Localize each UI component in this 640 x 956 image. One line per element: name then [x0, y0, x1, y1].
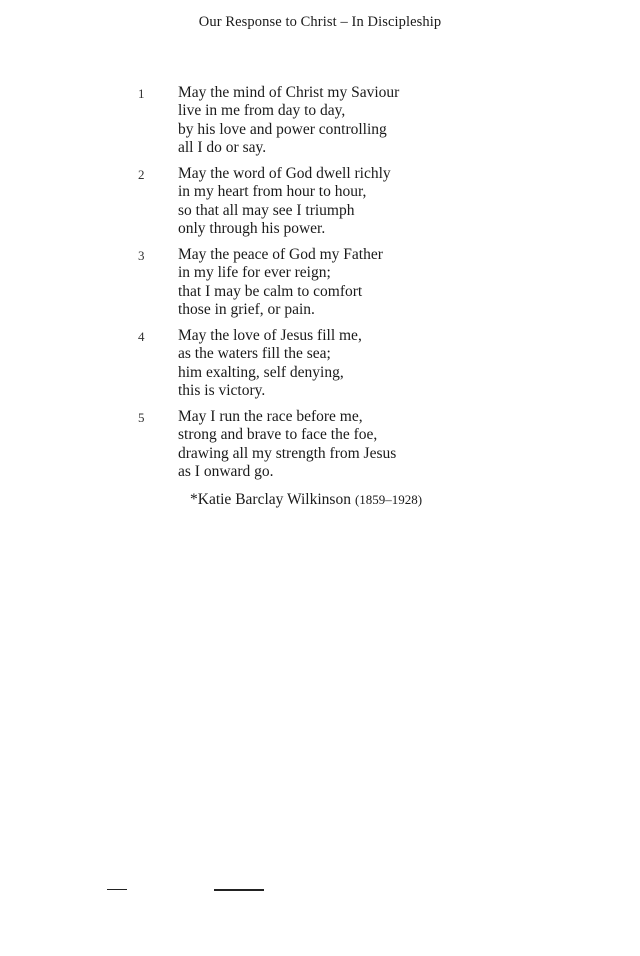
- verse-line: as I onward go.: [178, 462, 274, 480]
- verse-line: by his love and power controlling: [178, 120, 387, 138]
- verse-line: May the peace of God my Father: [178, 246, 383, 263]
- verse-line: that I may be calm to comfort: [178, 282, 363, 300]
- verse-line: strong and brave to face the foe,: [178, 426, 378, 444]
- verse-line: so that all may see I triumph: [178, 201, 355, 219]
- verse-line: May I run the race before me,: [178, 408, 363, 425]
- verse-number: 4: [138, 329, 145, 344]
- verse-lines: [178, 408, 396, 481]
- verse-line: only through his power.: [178, 219, 326, 237]
- attribution: [190, 491, 422, 509]
- verse-line: all I do or say.: [178, 138, 267, 156]
- verse-1: [0, 84, 640, 156]
- verse-5: [0, 408, 640, 480]
- verse-line: May the love of Jesus fill me,: [178, 327, 362, 344]
- author-dates: (1859–1928): [354, 492, 423, 507]
- verse-line: live in me from day to day,: [178, 102, 346, 120]
- verse-line: those in grief, or pain.: [178, 300, 315, 318]
- author-name: *Katie Barclay Wilkinson: [190, 491, 351, 508]
- footer-rule-left: [107, 889, 127, 890]
- verse-number: 1: [138, 86, 145, 101]
- verse-lines: [178, 327, 362, 400]
- verse-line: drawing all my strength from Jesus: [178, 444, 397, 462]
- verse-number: 5: [138, 410, 145, 425]
- verse-lines: [178, 84, 399, 157]
- verse-line: as the waters fill the sea;: [178, 345, 331, 363]
- footer-rule-right: [214, 889, 264, 891]
- page-header: [0, 14, 640, 31]
- verse-4: [0, 327, 640, 399]
- verse-line: May the mind of Christ my Saviour: [178, 84, 400, 101]
- verse-2: [0, 165, 640, 237]
- verse-line: May the word of God dwell richly: [178, 165, 391, 182]
- verse-number: 3: [138, 248, 145, 263]
- verse-line: this is victory.: [178, 381, 266, 399]
- verse-line: him exalting, self denying,: [178, 363, 344, 381]
- hymn-text: [0, 84, 640, 489]
- verse-number: 2: [138, 167, 145, 182]
- verse-lines: [178, 246, 383, 319]
- verse-lines: [178, 165, 391, 238]
- verse-3: [0, 246, 640, 318]
- verse-line: in my life for ever reign;: [178, 264, 331, 282]
- verse-line: in my heart from hour to hour,: [178, 183, 367, 201]
- section-title: Our Response to Christ – In Discipleship: [198, 14, 442, 30]
